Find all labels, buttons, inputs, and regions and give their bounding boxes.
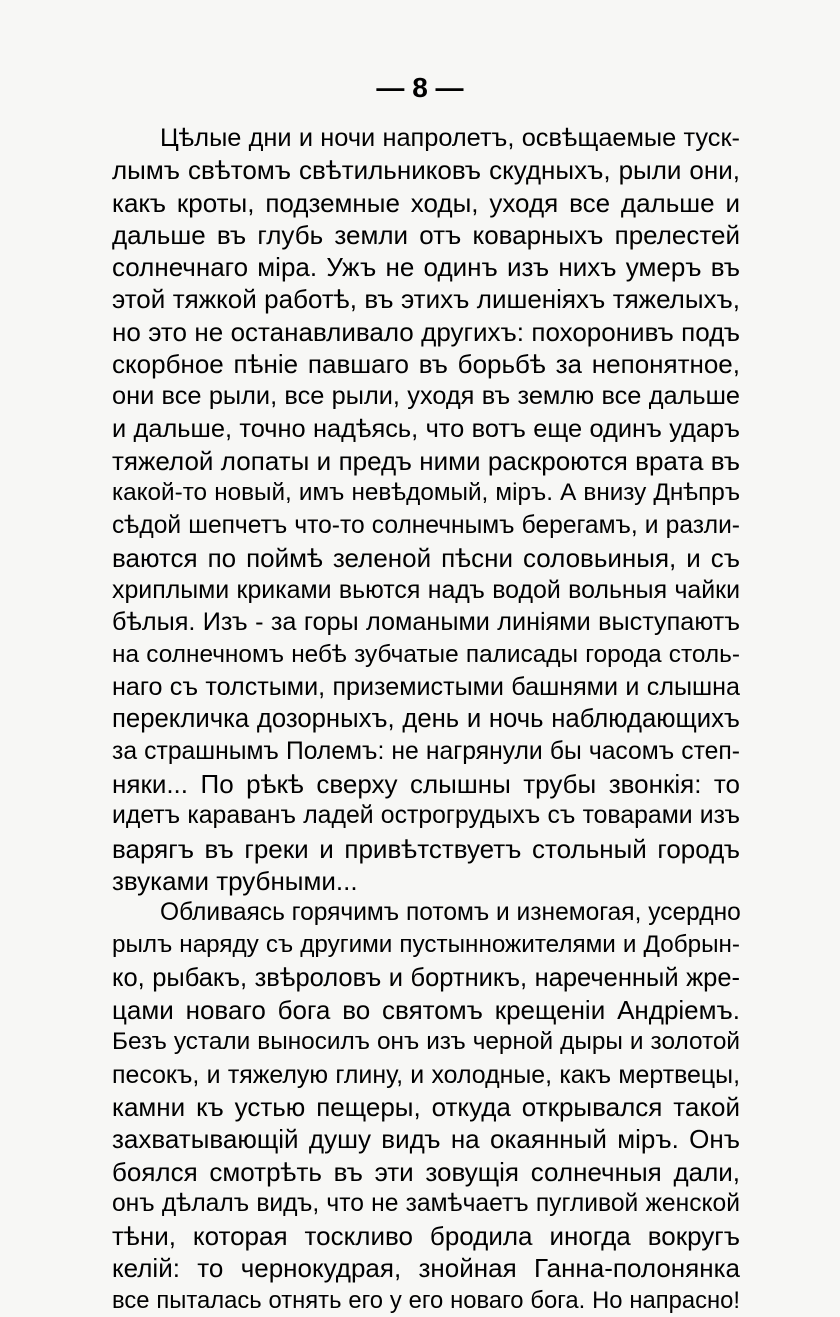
text-line: за страшнымъ Полемъ: не нагрянули бы часомъ степ- xyxy=(112,737,740,765)
paragraph-2 xyxy=(112,897,740,1317)
text-line: сѣдой шепчетъ что-то солнечнымъ берегамъ, и разли- xyxy=(112,511,740,539)
text-line: звуками трубными... xyxy=(112,865,358,896)
text-line: Безъ устали выносилъ онъ изъ черной дыры и золотой xyxy=(112,1028,740,1056)
text-line: но это не останавливало другихъ: похоронивъ подъ xyxy=(112,316,740,347)
text-line: наго съ толстыми, приземистыми башнями и слышна xyxy=(112,673,740,702)
text-line: идетъ караванъ ладей острогрудыхъ съ товарами изъ xyxy=(112,802,740,830)
text-line: тѣни, которая тоскливо бродила иногда вокругъ xyxy=(112,1221,740,1252)
text-line: захватывающій душу видъ на окаянный міръ. Онъ xyxy=(112,1124,740,1155)
text-line: рылъ наряду съ другими пустынножителями и Добрын- xyxy=(112,931,740,959)
text-line: на солнечномъ небѣ зубчатые палисады города столь- xyxy=(112,640,740,668)
paragraph-1 xyxy=(112,122,740,897)
text-line: ваются по поймѣ зеленой пѣсни соловьиныя, и съ xyxy=(112,542,740,573)
text-line: они все рыли, все рыли, уходя въ землю все дальше xyxy=(112,382,740,411)
text-line: скорбное пѣніе павшаго въ борьбѣ за непонятное, xyxy=(112,349,740,380)
text-line: камни къ устью пещеры, откуда открывался такой xyxy=(112,1091,740,1122)
text-line: солнечнаго міра. Ужъ не одинъ изъ нихъ умеръ въ xyxy=(112,252,740,283)
text-line: варягъ въ греки и привѣтствуетъ стольный городъ xyxy=(112,833,740,864)
text-line: дальше въ глубь земли отъ коварныхъ прелестей xyxy=(112,219,740,250)
text-line: Цѣлые дни и ночи напролетъ, освѣщаемые туск- xyxy=(160,124,740,152)
text-line: цами новаго бога во святомъ крещеніи Андріемъ. xyxy=(112,995,740,1026)
text-line: бѣлыя. Изъ - за горы ломаными линіями выступаютъ xyxy=(112,608,740,637)
text-line: Обливаясь горячимъ потомъ и изнемогая, усердно xyxy=(160,899,741,927)
text-line: боялся смотрѣть въ эти зовущія солнечныя дали, xyxy=(112,1156,740,1187)
text-line: лымъ свѣтомъ свѣтильниковъ скудныхъ, рыли они, xyxy=(112,155,740,186)
text-line: тяжелой лопаты и предъ ними раскроются врата въ xyxy=(112,445,740,476)
text-line: келій: то чернокудрая, знойная Ганна-полонянка xyxy=(112,1253,740,1284)
body-text xyxy=(112,122,740,1317)
text-line: какъ кроты, подземные ходы, уходя все дальше и xyxy=(112,187,740,218)
text-line: песокъ, и тяжелую глину, и холодные, какъ мертвецы, xyxy=(112,1060,740,1089)
text-line: какой-то новый, имъ невѣдомый, міръ. А внизу Днѣпръ xyxy=(112,479,740,507)
text-line: и дальше, точно надѣясь, что вотъ еще одинъ ударъ xyxy=(112,414,740,443)
text-line: этой тяжкой работѣ, въ этихъ лишеніяхъ тяжелыхъ, xyxy=(112,284,740,315)
text-line: ко, рыбакъ, звѣроловъ и бортникъ, нареченный жре- xyxy=(112,963,740,992)
text-line: онъ дѣлалъ видъ, что не замѣчаетъ пугливой женской xyxy=(112,1189,740,1217)
text-line: няки... По рѣкѣ сверху слышны трубы звонкія: то xyxy=(112,768,740,799)
text-line: все пыталась отнять его у его новаго бога. Но напрасно! xyxy=(112,1286,740,1314)
text-line: хриплыми криками вьются надъ водой вольныя чайки xyxy=(112,576,740,605)
page-number: — 8 — xyxy=(376,72,464,103)
text-line: перекличка дозорныхъ, день и ночь наблюдающихъ xyxy=(112,705,740,734)
